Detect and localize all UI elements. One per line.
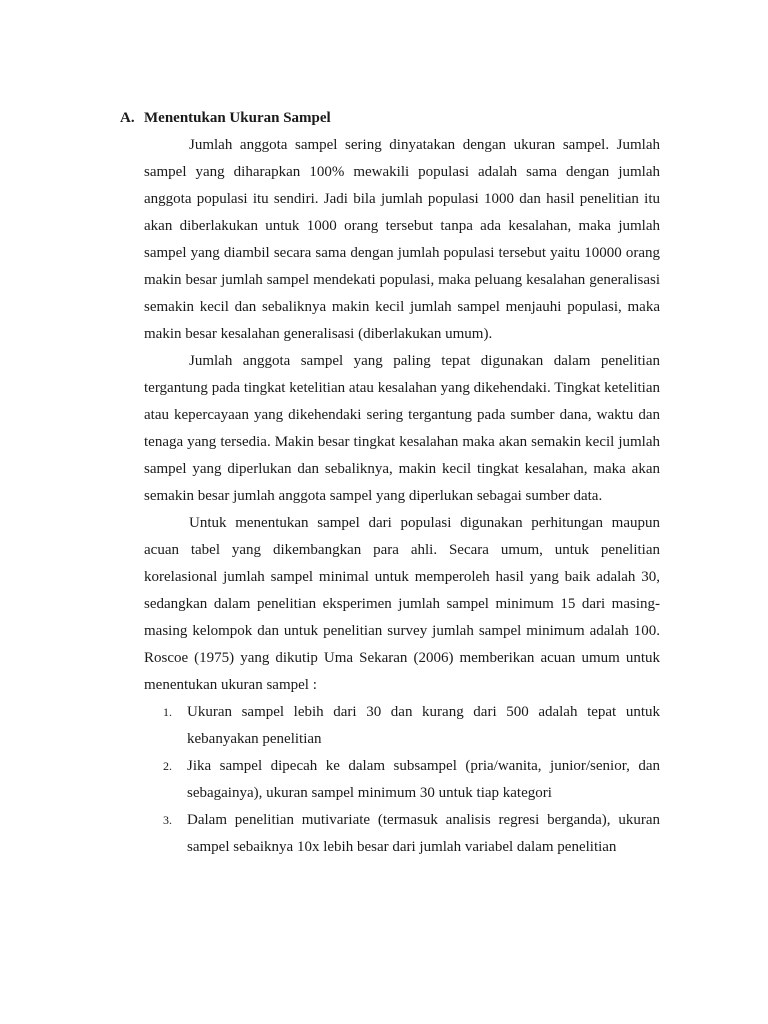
list-item xyxy=(144,753,660,807)
paragraph: Untuk menentukan sampel dari populasi digunakan perhitungan maupun acuan tabel yang dikembangkan para ahli. Secara umum, untuk penelitian korelasional jumlah sampel minimal untuk memperoleh hasil yang baik adalah 30, sedangkan dalam penelitian eksperimen jumlah sampel minimum 15 dari masing-masing kelompok dan untuk penelitian survey jumlah sampel minimum adalah 100. Roscoe (1975) yang dikutip Uma Sekaran (2006) memberikan acuan umum untuk menentukan ukuran sampel : xyxy=(144,515,660,693)
list-item-number: 3. xyxy=(163,813,172,827)
list-item-text: Ukuran sampel lebih dari 30 dan kurang dari 500 adalah tepat untuk kebanyakan penelitian xyxy=(187,704,660,747)
list-item-text: Jika sampel dipecah ke dalam subsampel (pria/wanita, junior/senior, dan sebagainya), ukuran sampel minimum 30 untuk tiap kategori xyxy=(187,758,660,801)
section-number: A. xyxy=(120,110,135,126)
paragraph: Jumlah anggota sampel yang paling tepat digunakan dalam penelitian tergantung pada tingkat ketelitian atau kesalahan yang dikehendaki. Tingkat ketelitian atau kepercayaan yang dikehendaki sering tergantung pada sumber dana, waktu dan tenaga yang tersedia. Makin besar tingkat kesalahan maka akan semakin kecil jumlah sampel yang diperlukan dan sebaliknya, makin kecil tingkat kesalahan, maka akan semakin besar jumlah anggota sampel yang diperlukan sebagai sumber data. xyxy=(144,353,660,504)
list-item xyxy=(144,807,660,861)
section-heading xyxy=(120,108,331,128)
list-item-text: Dalam penelitian mutivariate (termasuk analisis regresi berganda), ukuran sampel sebaiknya 10x lebih besar dari jumlah variabel dalam penelitian xyxy=(187,812,660,855)
paragraph: Jumlah anggota sampel sering dinyatakan dengan ukuran sampel. Jumlah sampel yang diharapkan 100% mewakili populasi adalah sama dengan jumlah anggota populasi itu sendiri. Jadi bila jumlah populasi 1000 dan hasil penelitian itu akan diberlakukan untuk 1000 orang tersebut tanpa ada kesalahan, maka jumlah sampel yang diambil secara sama dengan jumlah populasi tersebut yaitu 10000 orang makin besar jumlah sampel mendekati populasi, maka peluang kesalahan generalisasi semakin kecil dan sebaliknya makin kecil jumlah sampel menjauhi populasi, maka makin besar kesalahan generalisasi (diberlakukan umum). xyxy=(144,137,660,342)
section-body xyxy=(144,132,660,861)
section-title: Menentukan Ukuran Sampel xyxy=(144,110,331,126)
list-item-number: 1. xyxy=(163,705,172,719)
list-item xyxy=(144,699,660,753)
numbered-list xyxy=(144,699,660,861)
list-item-number: 2. xyxy=(163,759,172,773)
